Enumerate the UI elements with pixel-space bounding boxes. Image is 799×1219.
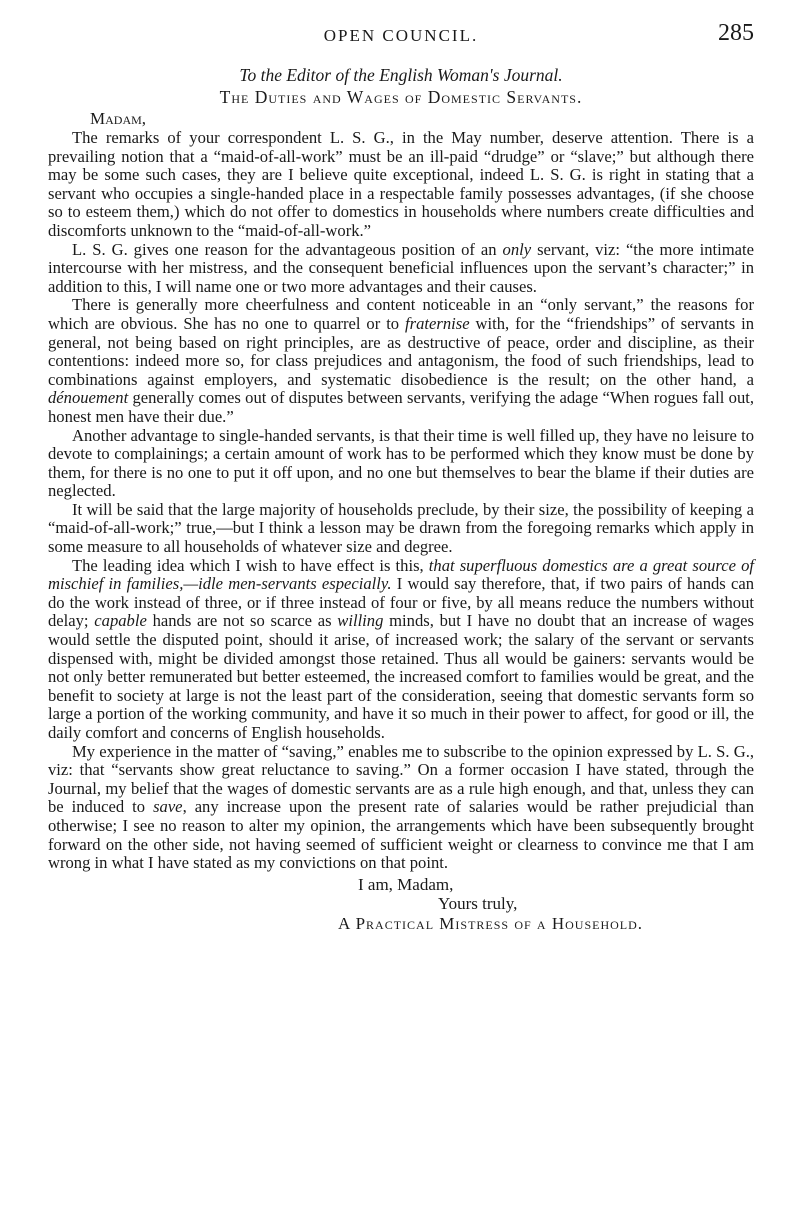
paragraph-7-text-a: My experience in the matter of “saving,” enables me to subscribe to the opinion expressed by L. S. G., viz: that “servants show great reluctance to saving.” On a former occasion I have stated, through the Journal, my belief that the wages of domestic servants are as a rule high enough, and that, unless they can be induced to <box>48 741 754 817</box>
article-title: The Duties and Wages of Domestic Servants. <box>219 87 583 107</box>
closing-line-1: I am, Madam, <box>358 874 454 894</box>
paragraph-3-emphasis-fraternise: fraternise <box>405 313 470 333</box>
paragraph-3-text-a: There is generally more cheerfulness and content noticeable in an “only servant,” the reasons for which are obvious. She has no one to quarrel or to <box>48 295 754 333</box>
paragraph-6 <box>48 557 754 743</box>
paragraph-2-emphasis: only <box>502 239 532 259</box>
paragraph-7-text-c: , any increase upon the present rate of salaries would be rather prejudicial than otherwise; I see no reason to alter my opinion, the arrangements which have been subsequently brought forward on the other side, not having seemed of sufficient weight or clearness to convince me that I am wrong in what I have stated as my convictions on that point. <box>48 797 754 873</box>
paragraph-6-text-e: hands are not so scarce as <box>146 611 338 631</box>
running-head <box>48 20 754 52</box>
page <box>48 20 754 934</box>
paragraph-2-text-a: L. S. G. gives one reason for the advantageous position of an <box>72 239 503 259</box>
paragraph-3 <box>48 296 754 426</box>
paragraph-6-text-a: The leading idea which I wish to have effect is this, <box>72 555 429 575</box>
paragraph-6-text-c: I would say therefore, that, if two pairs of hands can do the work instead of three, or if three instead of four or five, by all means reduce the numbers without delay; <box>48 574 755 631</box>
paragraph-6-emphasis-capable: capable <box>94 611 147 631</box>
running-title: OPEN COUNCIL. <box>323 26 479 45</box>
salutation: Madam, <box>90 109 147 128</box>
paragraph-7-emphasis-save: save <box>153 797 183 817</box>
closing-line-2: Yours truly, <box>438 894 518 914</box>
paragraph-7 <box>48 743 754 873</box>
paragraph-4 <box>48 427 754 501</box>
paragraph-6-emphasis-willing: willing <box>337 611 384 631</box>
paragraph-5-text: It will be said that the large majority of households preclude, by their size, the possibility of keeping a “maid-of-all-work;” true,—but I think a lesson may be drawn from the foregoing remarks which apply in some measure to all households of whatever size and degree. <box>48 499 754 557</box>
paragraph-6-text-g: minds, but I have no doubt that an increase of wages would settle the disputed point, should it arise, of increased work; the salary of the servant or servants dispensed with, might be divided amongst those retained. Thus all would be gainers: servants would be not only better remunerated but better esteemed, the increased comfort to families would be great, and the benefit to society at large is not the least part of the consideration, seeing that domestic servants form so large a portion of the working community, and have it so much in their power to affect, for good or ill, the daily comfort and concerns of English households. <box>48 611 754 742</box>
paragraph-1-text: The remarks of your correspondent L. S. G., in the May number, deserve attention. There is a prevailing notion that a “maid-of-all-work” must be an ill-paid “drudge” or “slave;” but although there may be some such cases, they are I believe quite exceptional, indeed L. S. G. is right in stating that a servant who occupies a single-handed place in a respectable family possesses advantages, (if she choose so to esteem them,) which do not offer to domestics in households where numbers create difficulties and discomforts unknown to the “maid-of-all-work.” <box>48 128 754 240</box>
paragraph-3-text-c: with, for the “friendships” of servants in general, not being based on right principles, are as destructive of peace, order and discipline, as their contentions: indeed more so, for class prejudices and antagonism, the food of such friendships, lead to combinations against employers, and systematic disobedience is the result; on the other hand, a <box>48 313 755 389</box>
paragraph-2 <box>48 241 754 297</box>
page-number: 285 <box>718 20 754 46</box>
paragraph-3-text-e: generally comes out of disputes between servants, verifying the adage “When rogues fall out, honest men have their due.” <box>48 388 754 426</box>
paragraph-2-text-c: servant, viz: “the more intimate intercourse with her mistress, and the consequent beneficial influences upon the servant’s character;” in addition to this, I will name one or two more advantages and their causes. <box>48 239 754 296</box>
paragraph-4-text: Another advantage to single-handed servants, is that their time is well filled up, they have no leisure to devote to complainings; a certain amount of work has to be performed which they know must be done by them, for there is no one to put it off upon, and no one but themselves to bear the blame if their duties are neglected. <box>48 425 754 501</box>
paragraph-1 <box>48 129 754 241</box>
paragraph-6-emphasis-thesis: that superfluous domestics are a great source of mischief in families,—idle men-servants especially. <box>48 555 755 594</box>
editor-line: To the Editor of the English Woman's Journal. <box>239 65 563 85</box>
signature: A Practical Mistress of a Household. <box>338 913 644 933</box>
paragraph-5 <box>48 501 754 557</box>
paragraph-3-emphasis-denouement: dénouement <box>48 388 129 408</box>
